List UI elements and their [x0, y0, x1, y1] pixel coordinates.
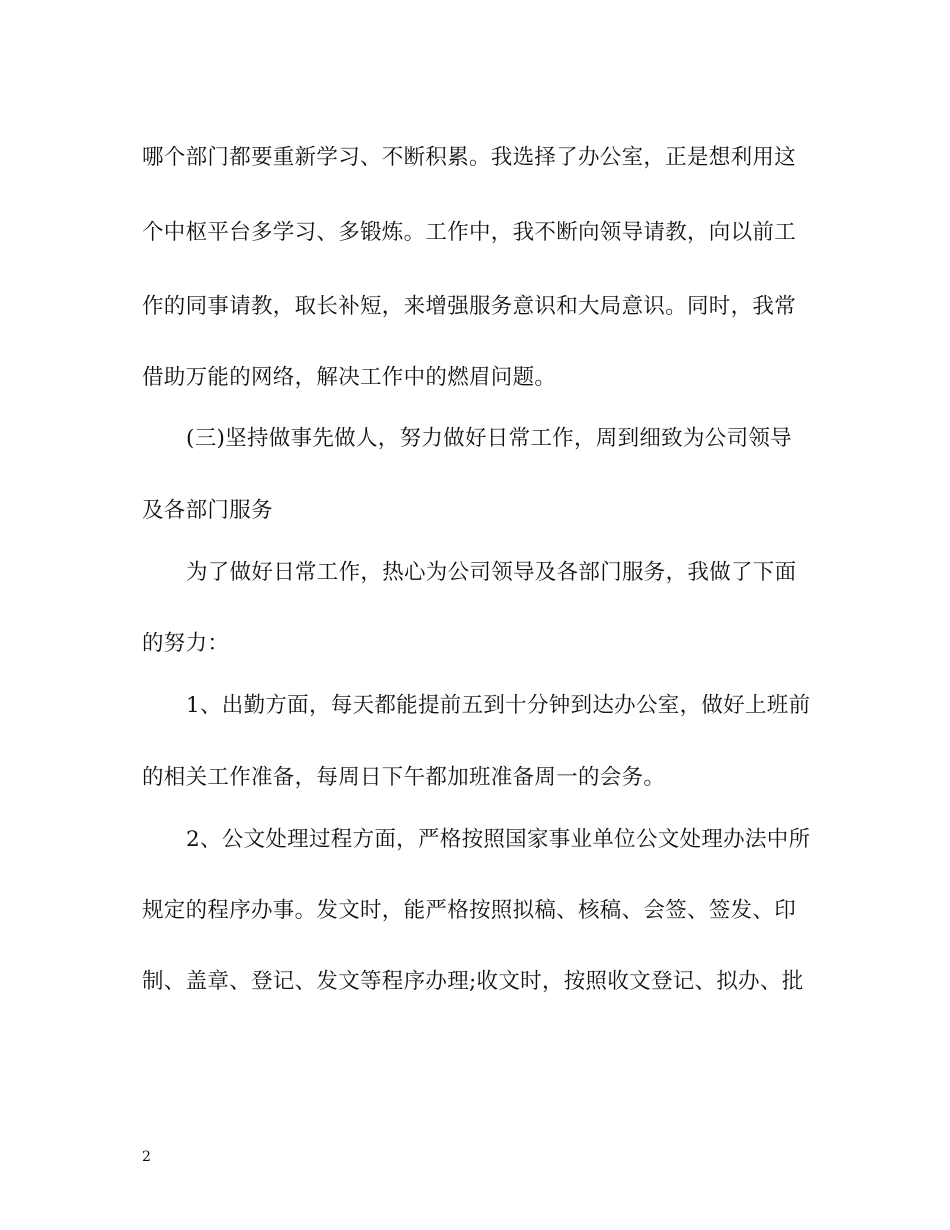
- text-line-4: 借助万能的网络，解决工作中的燃眉问题。: [142, 365, 557, 390]
- paragraph-intro-line-1: 为了做好日常工作，热心为公司领导及各部门服务，我做了下面: [186, 560, 797, 585]
- paragraph-intro-line-2: 的努力：: [142, 631, 230, 656]
- item-1-line-1: 1、出勤方面，每天都能提前五到十分钟到达办公室，做好上班前: [186, 693, 811, 718]
- text-line-2: 个中枢平台多学习、多锻炼。工作中，我不断向领导请教，向以前工: [142, 220, 797, 245]
- item-2-line-3: 制、盖章、登记、发文等程序办理;收文时，按照收文登记、拟办、批: [142, 969, 804, 994]
- text-line-3: 作的同事请教，取长补短，来增强服务意识和大局意识。同时，我常: [142, 294, 797, 319]
- page-number: 2: [142, 1149, 151, 1165]
- item-2-line-2: 规定的程序办事。发文时，能严格按照拟稿、核稿、会签、签发、印: [142, 898, 797, 923]
- text-line-1: 哪个部门都要重新学习、不断积累。我选择了办公室，正是想利用这: [142, 145, 797, 170]
- item-1-line-2: 的相关工作准备，每周日下午都加班准备周一的会务。: [142, 765, 666, 790]
- section-heading-line-2: 及各部门服务: [142, 498, 273, 523]
- item-2-line-1: 2、公文处理过程方面，严格按照国家事业单位公文处理办法中所: [186, 827, 811, 852]
- section-heading-line-1: (三)坚持做事先做人，努力做好日常工作，周到细致为公司领导: [186, 426, 792, 451]
